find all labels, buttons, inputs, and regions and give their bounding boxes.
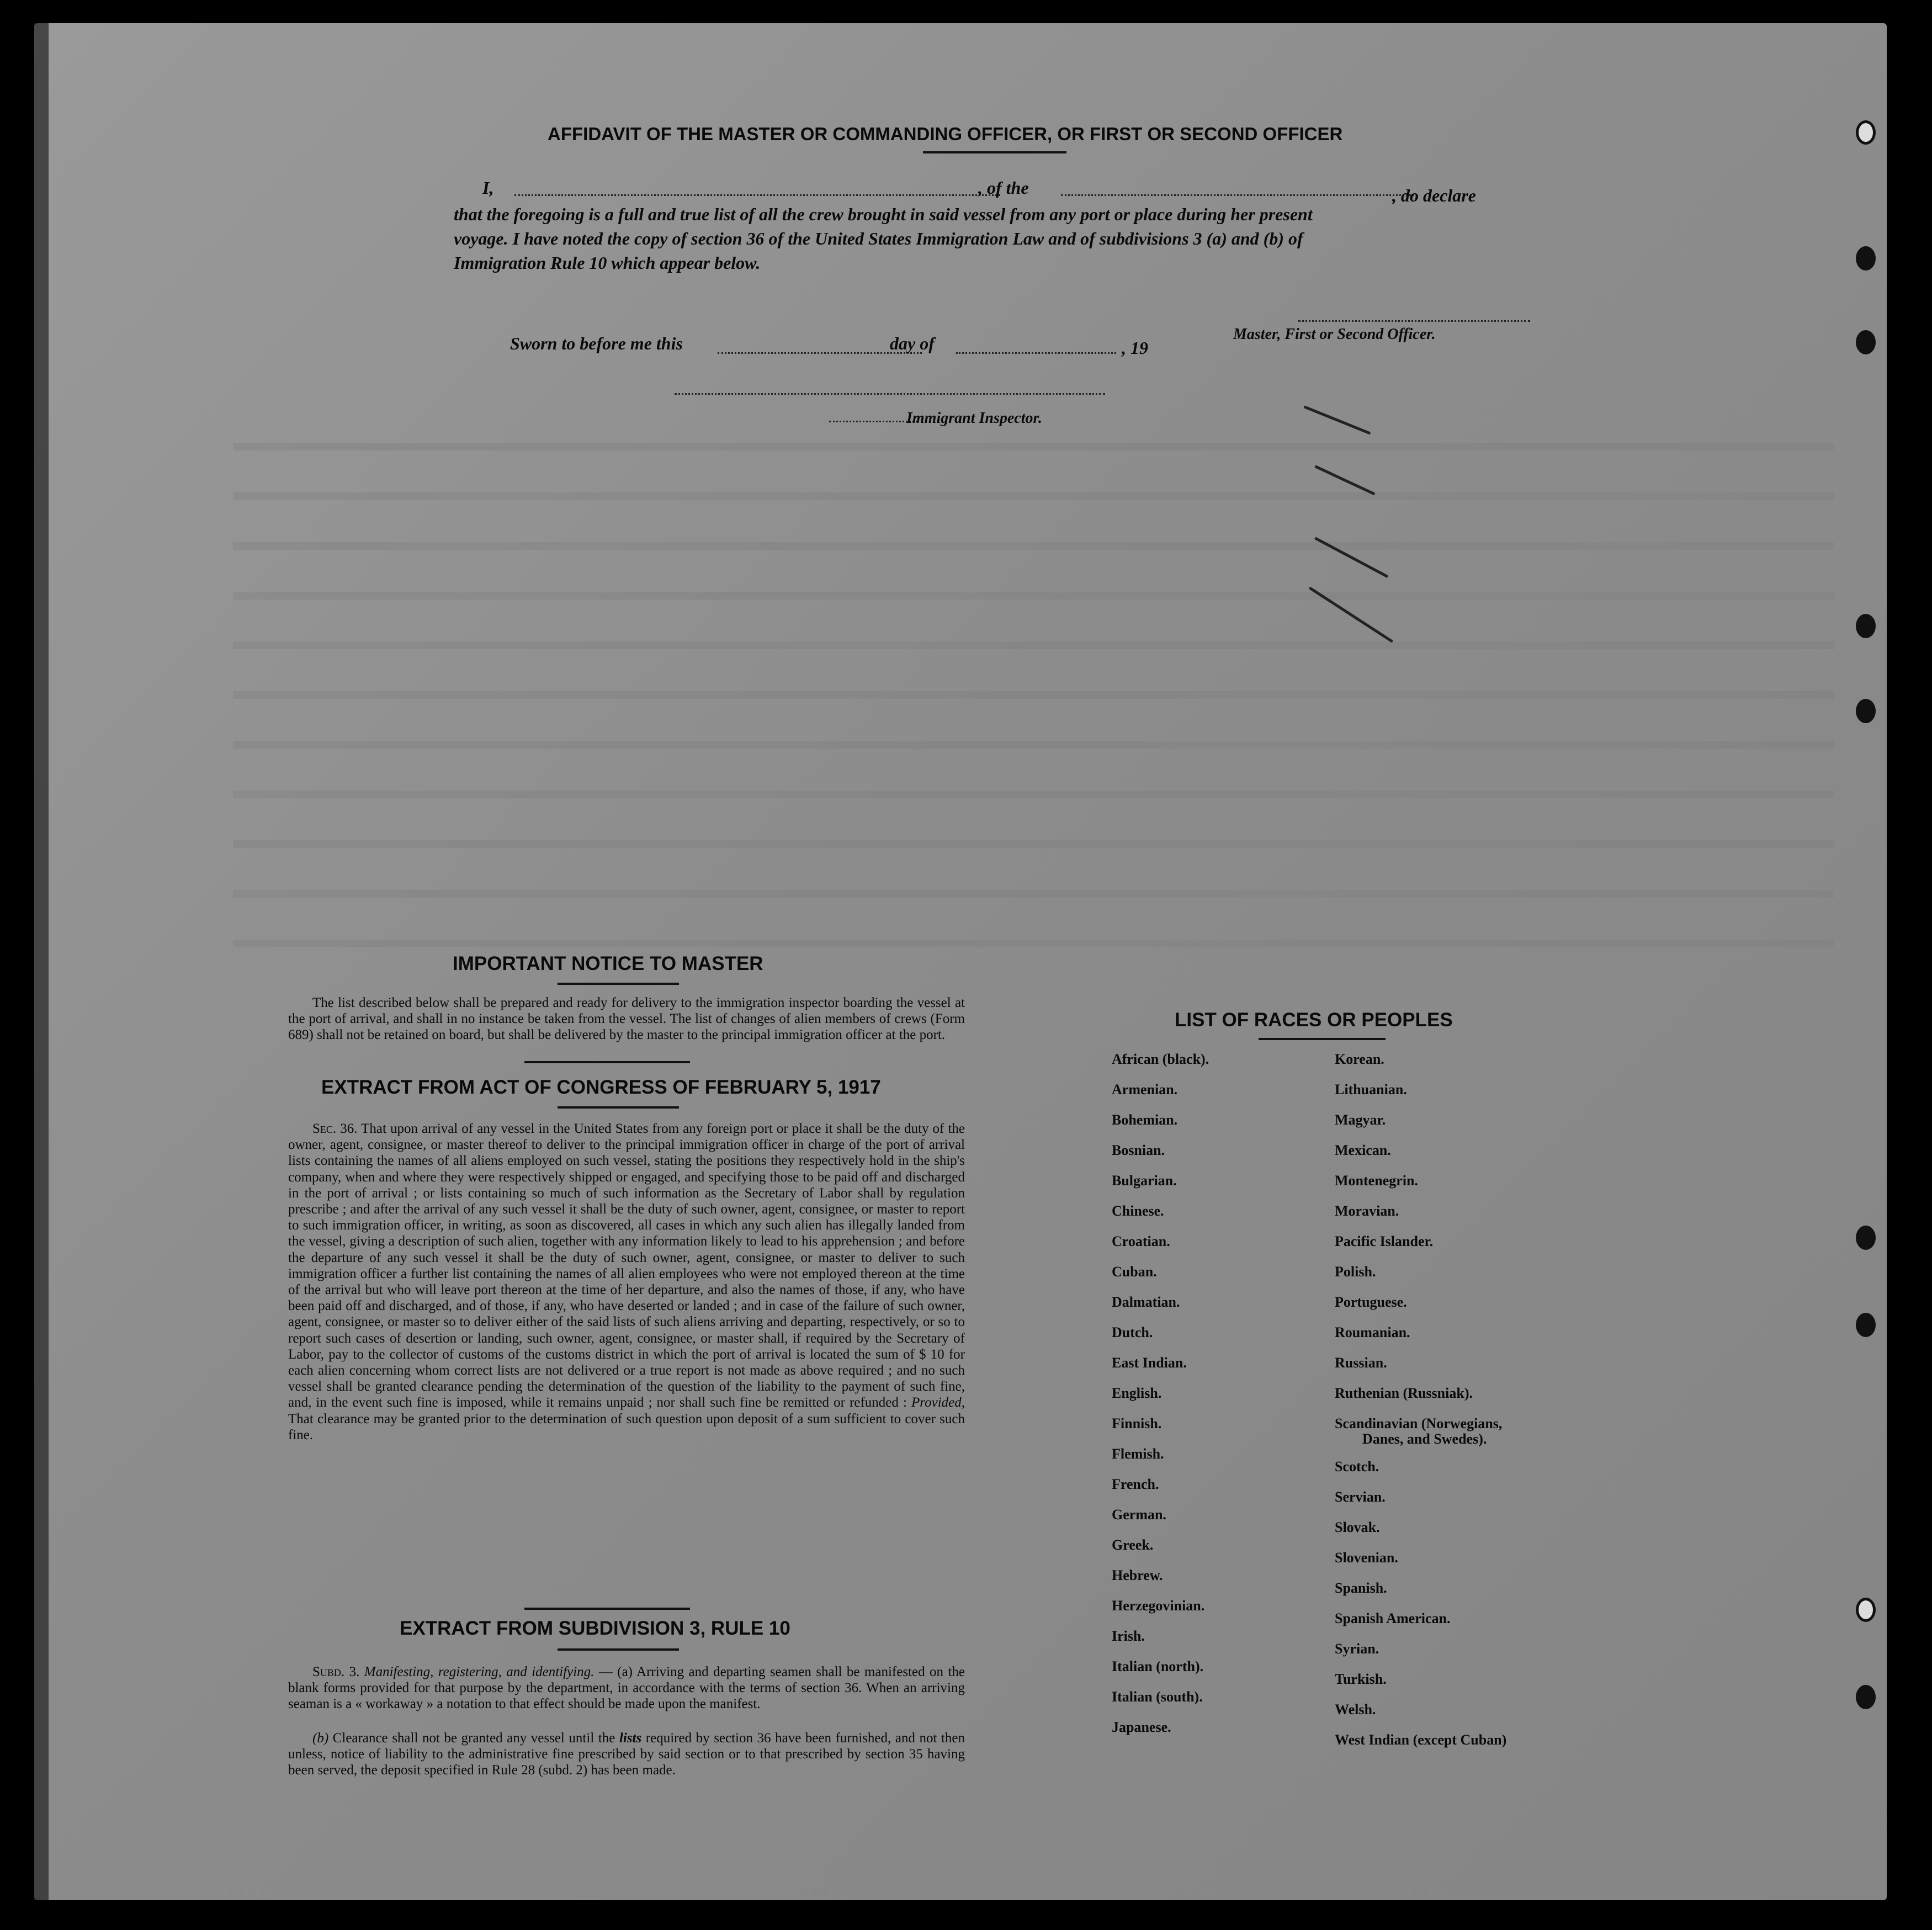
master-signature-label: Master, First or Second Officer. bbox=[1233, 326, 1436, 343]
rule-extract-title: EXTRACT FROM SUBDIVISION 3, RULE 10 bbox=[400, 1618, 790, 1639]
rule-paragraph-b bbox=[288, 1730, 965, 1779]
race-item: Flemish. bbox=[1112, 1446, 1164, 1462]
para-b-text-1: Clearance shall not be granted any vessel until the bbox=[332, 1731, 615, 1746]
inspector-signature-line[interactable] bbox=[675, 393, 1105, 395]
act-title-rule-top bbox=[524, 1061, 690, 1063]
race-item: Turkish. bbox=[1335, 1671, 1387, 1687]
race-item: West Indian (except Cuban) bbox=[1335, 1732, 1507, 1748]
punch-hole bbox=[1856, 1598, 1876, 1622]
punch-hole bbox=[1856, 246, 1876, 271]
master-name-field[interactable] bbox=[514, 194, 1000, 196]
race-item: Herzegovinian. bbox=[1112, 1598, 1205, 1614]
race-item: Korean. bbox=[1335, 1051, 1384, 1067]
sworn-month-field[interactable] bbox=[956, 352, 1116, 354]
race-item: Armenian. bbox=[1112, 1081, 1178, 1097]
race-item: Italian (north). bbox=[1112, 1658, 1204, 1674]
act-title-rule bbox=[558, 1106, 679, 1109]
year-label: , 19 bbox=[1122, 338, 1148, 358]
rule-paragraph-a bbox=[288, 1664, 965, 1712]
section-36-text-end: That clearance may be granted prior to the determination of such question upon deposit of a sum sufficient to cover such fine. bbox=[288, 1411, 965, 1443]
sworn-label: Sworn to before me this bbox=[510, 333, 683, 353]
punch-hole bbox=[1856, 1226, 1876, 1250]
rule-title-rule bbox=[558, 1648, 679, 1651]
subd-label: Subd. 3. bbox=[312, 1664, 360, 1679]
punch-hole bbox=[1856, 330, 1876, 354]
affidavit-title: AFFIDAVIT OF THE MASTER OR COMMANDING OFFICER, OR FIRST OR SECOND OFFICER bbox=[548, 124, 1343, 144]
affidavit-i-label: I, bbox=[482, 178, 494, 198]
race-item: Danes, and Swedes). bbox=[1362, 1431, 1487, 1447]
punch-hole bbox=[1856, 1313, 1876, 1337]
race-item: Magyar. bbox=[1335, 1112, 1386, 1128]
punch-hole bbox=[1856, 614, 1876, 638]
race-item: Scandinavian (Norwegians, bbox=[1335, 1415, 1503, 1431]
affidavit-line-4: Immigration Rule 10 which appear below. bbox=[454, 253, 761, 273]
punch-hole bbox=[1856, 1685, 1876, 1709]
race-item: Russian. bbox=[1335, 1355, 1387, 1371]
race-item: Roumanian. bbox=[1335, 1324, 1410, 1340]
provided-label: Provided, bbox=[911, 1395, 965, 1411]
race-item: Greek. bbox=[1112, 1537, 1154, 1553]
para-b-lists: lists bbox=[619, 1731, 642, 1746]
affidavit-line-2: that the foregoing is a full and true list of all the crew brought in said vessel from any port or place during her present bbox=[454, 204, 1313, 224]
race-item: German. bbox=[1112, 1507, 1166, 1523]
race-item: Polish. bbox=[1335, 1264, 1376, 1280]
act-extract-text bbox=[288, 1121, 965, 1443]
race-item: Cuban. bbox=[1112, 1264, 1157, 1280]
race-item: Chinese. bbox=[1112, 1203, 1164, 1219]
race-item: Scotch. bbox=[1335, 1459, 1379, 1475]
inspector-signature-line-2[interactable] bbox=[829, 421, 917, 422]
page-left-edge bbox=[34, 23, 49, 1900]
race-item: Moravian. bbox=[1335, 1203, 1399, 1219]
bleed-through-area bbox=[233, 432, 1834, 984]
race-item: Ruthenian (Russniak). bbox=[1335, 1385, 1473, 1401]
race-item: Slovenian. bbox=[1335, 1550, 1398, 1566]
races-title-rule bbox=[1259, 1038, 1386, 1040]
notice-title-rule bbox=[558, 983, 679, 985]
day-of-label: day of bbox=[890, 333, 935, 353]
para-b-text-2: required by section 36 have been furnished, and not then unless, notice of liability to the administrative fine prescribed by said section or to that prescribed by section 35 having been served, the deposit specified in Rule 28 (subd. 2) has been made. bbox=[288, 1731, 965, 1778]
section-36-text: That upon arrival of any vessel in the United States from any foreign port or place it shall be the duty of the owner, agent, consignee, or master thereof to deliver to the principal immigration officer in charge of the port of arrival lists containing the names of all aliens employed on such vessel, stating the positions they respectively hold in the ship's company, when and where they were respectively shipped or engaged, and specifying those to be paid off and discharged in the port of arrival ; or lists containing so much of such information as the Secretary of Labor shall by regulation prescribe ; and after the arrival of any such vessel it shall be the duty of such owner, agent, consignee, or master to report to such immigration officer, in writing, as soon as discovered, all cases in which any such alien has illegally landed from the vessel, giving a description of such alien, together with any information likely to lead to his apprehension ; and before the departure of any such vessel it shall be the duty of such owner, agent, consignee, or master to deliver to such immigration officer a further list containing the names of all alien employees who were not employed thereon at the time of the arrival but who will leave port thereon at the time of her departure, and also the names of those, if any, who have been paid off and discharged, and of those, if any, who have deserted or landed ; and in case of the failure of such owner, agent, consignee, or master so to deliver either of the said lists of such aliens arriving and departing, respectively, or so to report such cases of desertion or landing, such owner, agent, consignee, or master shall, if required by the Secretary of Labor, pay to the collector of customs of the customs district in which the port of arrival is located the sum of $ 10 for each alien concerning whom correct lists are not delivered or a true report is not made as above required ; and no such vessel shall be granted clearance pending the determination of the question of the liability to the payment of such fine, and, in the event such fine is imposed, while it remains unpaid ; nor shall such fine be remitted or refunded : bbox=[288, 1121, 965, 1411]
race-item: Bohemian. bbox=[1112, 1112, 1178, 1128]
race-item: English. bbox=[1112, 1385, 1162, 1401]
master-signature-line[interactable] bbox=[1298, 320, 1530, 322]
punch-hole bbox=[1856, 120, 1876, 145]
race-item: Bulgarian. bbox=[1112, 1173, 1177, 1189]
race-item: Hebrew. bbox=[1112, 1567, 1163, 1583]
affidavit-do-declare-label: , do declare bbox=[1392, 185, 1476, 205]
race-item: Syrian. bbox=[1335, 1641, 1379, 1657]
race-item: Finnish. bbox=[1112, 1415, 1162, 1431]
race-item: Croatian. bbox=[1112, 1233, 1170, 1249]
notice-text: The list described below shall be prepared and ready for delivery to the immigration inspector boarding the vessel at the port of arrival, and shall in no instance be taken from the vessel. The list of changes of alien members of crews (Form 689) shall not be retained on board, but shall be delivered by the master to the principal immigration officer at the port. bbox=[288, 995, 965, 1043]
affidavit-line-3: voyage. I have noted the copy of section 36 of the United States Immigration Law and of subdivisions 3 (a) and (b) of bbox=[454, 229, 1303, 248]
subd-para-a: — (a) Arriving and departing seamen shall be manifested on the blank forms provided for that purpose by the department, in accordance with the terms of section 36. When an arriving seaman is a « workaway » a notation to that effect should be made upon the manifest. bbox=[288, 1664, 965, 1712]
race-item: Lithuanian. bbox=[1335, 1081, 1407, 1097]
race-item: Welsh. bbox=[1335, 1701, 1376, 1717]
race-item: Montenegrin. bbox=[1335, 1173, 1418, 1189]
race-item: East Indian. bbox=[1112, 1355, 1187, 1371]
inspector-signature-label: Immigrant Inspector. bbox=[906, 410, 1042, 427]
race-item: African (black). bbox=[1112, 1051, 1209, 1067]
vessel-name-field[interactable] bbox=[1061, 194, 1414, 196]
race-item: Portuguese. bbox=[1335, 1294, 1407, 1310]
affidavit-of-the-label: , of the bbox=[978, 178, 1029, 198]
race-item: Mexican. bbox=[1335, 1142, 1391, 1158]
rule-title-rule-top bbox=[524, 1608, 690, 1610]
section-label: Sec. 36. bbox=[312, 1121, 358, 1136]
check-mark-stroke bbox=[1303, 405, 1371, 434]
race-item: Spanish American. bbox=[1335, 1610, 1451, 1626]
race-item: Dalmatian. bbox=[1112, 1294, 1180, 1310]
race-item: Servian. bbox=[1335, 1489, 1386, 1505]
subd-heading: Manifesting, registering, and identifying. bbox=[364, 1664, 595, 1679]
affidavit-title-rule bbox=[923, 151, 1066, 153]
race-item: Bosnian. bbox=[1112, 1142, 1165, 1158]
para-b-label: (b) bbox=[312, 1731, 329, 1746]
act-extract-title: EXTRACT FROM ACT OF CONGRESS OF FEBRUARY 5, 1917 bbox=[321, 1077, 881, 1098]
race-item: Japanese. bbox=[1112, 1719, 1171, 1735]
race-item: Pacific Islander. bbox=[1335, 1233, 1434, 1249]
race-item: Irish. bbox=[1112, 1628, 1145, 1644]
race-item: Spanish. bbox=[1335, 1580, 1387, 1596]
race-item: Slovak. bbox=[1335, 1519, 1380, 1535]
races-title: LIST OF RACES OR PEOPLES bbox=[1175, 1009, 1453, 1031]
race-item: Italian (south). bbox=[1112, 1689, 1203, 1705]
notice-title: IMPORTANT NOTICE TO MASTER bbox=[453, 953, 763, 974]
punch-hole bbox=[1856, 699, 1876, 723]
manifest-page bbox=[34, 23, 1887, 1900]
race-item: French. bbox=[1112, 1476, 1159, 1492]
race-item: Dutch. bbox=[1112, 1324, 1153, 1340]
